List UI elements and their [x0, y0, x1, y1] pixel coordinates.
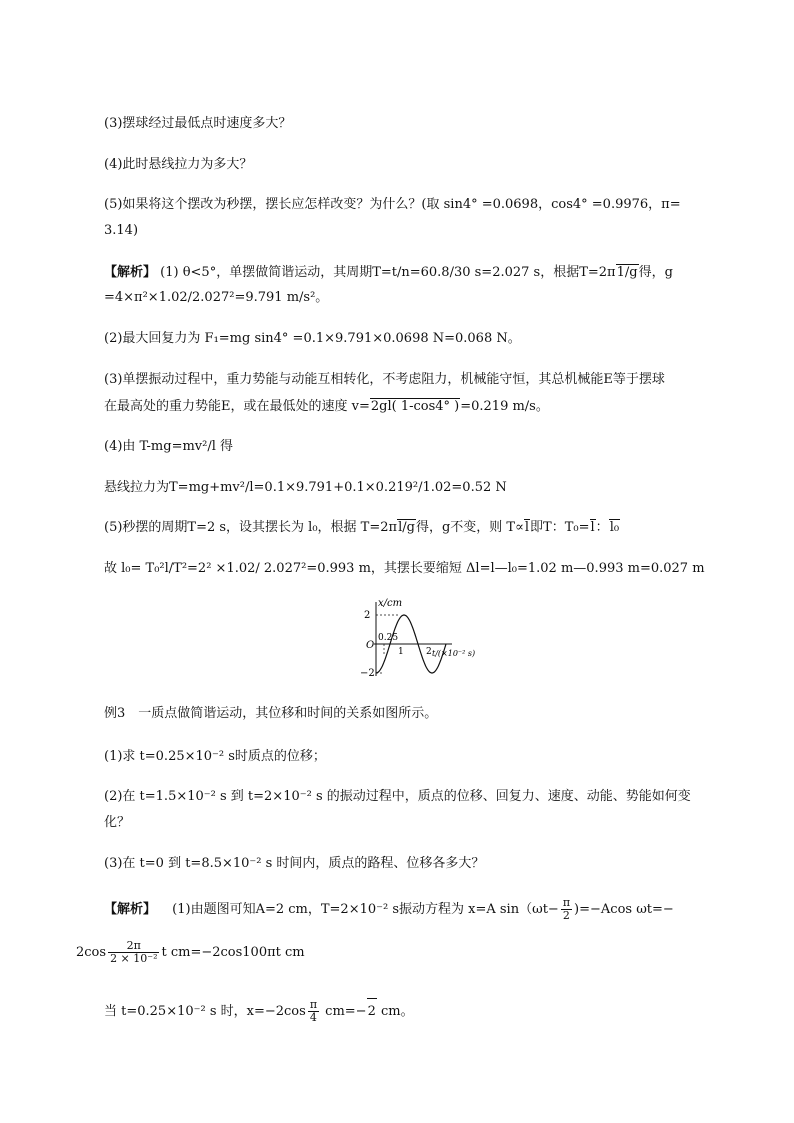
analysis-3-line1: (3)单摆振动过程中，重力势能与动能互相转化，不考虑阻力，机械能守恒，其总机械能E等于摆球: [104, 372, 665, 387]
sqrt-2: 2: [367, 998, 377, 1025]
y-max-label: 2: [364, 610, 371, 621]
analysis-3-text: 在最高处的重力势能E，或在最低处的速度 v=: [104, 399, 370, 414]
analysis-1-tail: 得，g: [638, 265, 673, 280]
ex3-answer-text: (1)由题图可知A=2 cm，T=2×10⁻² s振动方程为 x=A sin（ωt−: [172, 902, 559, 917]
analysis-tag: 【解析】: [104, 265, 157, 280]
example-3-q2-line2: 化？: [104, 815, 131, 830]
ex3-cos-prefix: 2cos: [76, 945, 107, 960]
origin-label: O: [366, 640, 375, 651]
sqrt-l: l: [524, 520, 530, 535]
tick-025-label: 0.25: [378, 633, 399, 643]
analysis-5-line2: 故 l₀= T₀²l/T²=2² ×1.02/ 2.027²=0.993 m，其摆长要缩短 Δl=l—l₀=1.02 m—0.993 m=0.027 m: [104, 561, 705, 576]
sqrt-l0: l₀: [609, 520, 620, 535]
ex3-result-mid: cm=−: [321, 1004, 367, 1019]
sqrt-1-over-g: 1/g: [616, 265, 638, 280]
example-3-q2-line1: (2)在 t=1.5×10⁻² s 到 t=2×10⁻² s 的振动过程中，质点的位移、回复力、速度、动能、势能如何变: [104, 789, 691, 804]
frac-numerator: π: [309, 998, 318, 1011]
tick-2-label: 2: [426, 647, 432, 657]
analysis-2: (2)最大回复力为 F₁=mg sin4° =0.1×9.791×0.0698 N=0.068 N。: [104, 331, 521, 346]
analysis-5-text: (5)秒摆的周期T=2 s，设其摆长为 l₀，根据 T=2π: [104, 520, 398, 535]
tick-1-label: 1: [398, 647, 404, 657]
analysis-4-line1: (4)由 T-mg=mv²/l 得: [104, 439, 234, 454]
displacement-time-graph: [344, 596, 480, 682]
example-3-q1: (1)求 t=0.25×10⁻² s时质点的位移；: [104, 749, 326, 764]
frac-denominator: 2 × 10⁻²: [110, 952, 158, 965]
analysis-3-line2: [104, 398, 549, 415]
analysis-1-text: (1) θ<5°，单摆做简谐运动，其周期T=t/n=60.8/30 s=2.027 s，根据T=2π: [160, 265, 616, 280]
analysis-5-mid: 得，g不变，则 T∝: [415, 520, 524, 535]
question-5-line2: 3.14): [104, 223, 139, 238]
y-axis-label: x/cm: [378, 598, 403, 609]
question-3: (3)摆球经过最低点时速度多大？: [104, 116, 292, 131]
analysis-5-line1: [104, 519, 620, 536]
ex3-result-prefix: 当 t=0.25×10⁻² s 时，x=−2cos: [104, 1004, 306, 1019]
question-5-line1: (5)如果将这个摆改为秒摆，摆长应怎样改变？为什么？(取 sin4° =0.0698，cos4° =0.9976，π=: [104, 197, 681, 212]
y-min-label: −2: [360, 668, 375, 679]
frac-denominator: 4: [309, 1011, 317, 1024]
analysis-5-colon: ：: [595, 520, 609, 535]
analysis-3-result: =0.219 m/s。: [460, 399, 549, 414]
analysis-tag-2: 【解析】: [104, 902, 157, 917]
sqrt-l-over-g: l/g: [398, 520, 415, 535]
example-3-title: 例3 一质点做简谐运动，其位移和时间的关系如图所示。: [104, 706, 438, 721]
frac-denominator: 2: [562, 909, 570, 922]
ex3-answer-tail: )=−Acos ωt=−: [574, 902, 674, 917]
fraction-omega: [108, 940, 159, 965]
example-3-answer-line1: [104, 897, 674, 923]
sqrt-velocity: 2gl( 1-cos4° ): [370, 399, 460, 414]
example-3-q3: (3)在 t=0 到 t=8.5×10⁻² s 时间内，质点的路程、位移各多大？: [104, 856, 485, 871]
question-5: [104, 197, 681, 213]
frac-numerator: π: [562, 896, 571, 909]
ex3-result-tail: cm。: [376, 1004, 414, 1019]
analysis-1-result: =4×π²×1.02/2.027²=9.791 m/s²。: [104, 290, 329, 305]
frac-numerator: 2π: [108, 940, 159, 953]
fraction-pi-over-2: [561, 897, 572, 922]
example-3-answer-line3: [104, 998, 414, 1025]
sqrt-l-2: l: [590, 520, 595, 535]
question-4: (4)此时悬线拉力为多大？: [104, 157, 253, 172]
analysis-1: [104, 264, 673, 281]
x-axis-label: t/(×10⁻² s): [432, 649, 476, 658]
example-3-answer-line2: [76, 940, 305, 966]
fraction-pi-over-4: [308, 999, 319, 1024]
analysis-5-ratio: 即T：T₀=: [530, 520, 590, 535]
analysis-4-line2: 悬线拉力为T=mg+mv²/l=0.1×9.791+0.1×0.219²/1.02=0.52 N: [104, 480, 507, 495]
ex3-cos-suffix: t cm=−2cos100πt cm: [161, 945, 305, 960]
